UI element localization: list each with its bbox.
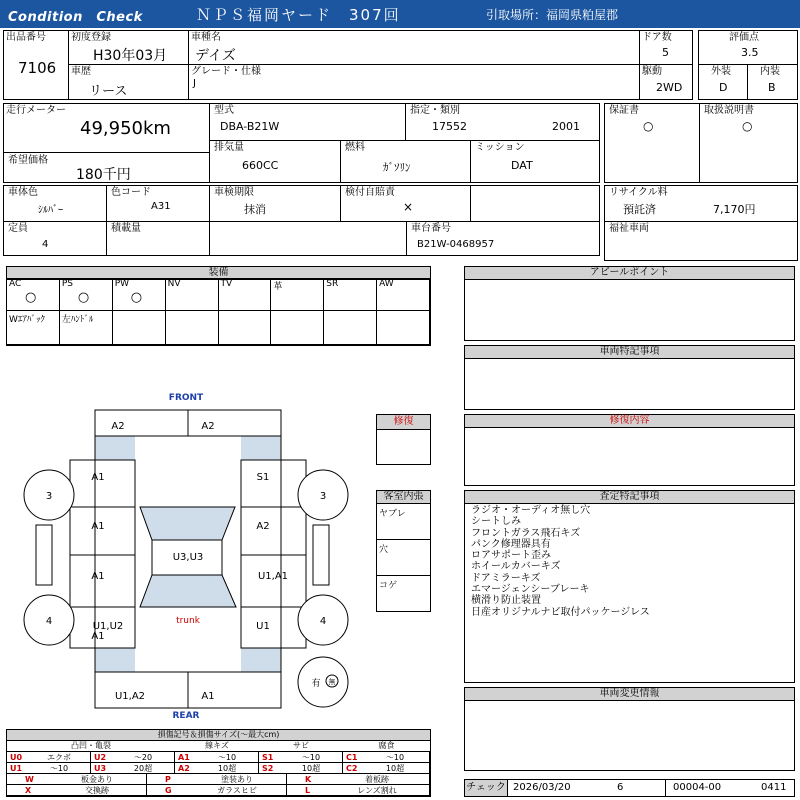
legend-code: U0	[10, 753, 23, 762]
front-label: FRONT	[168, 393, 204, 403]
legend-desc: 塗装あり	[221, 775, 253, 784]
recycle-cell	[604, 185, 798, 222]
legend-cell	[287, 774, 430, 785]
equipment-label: PW	[114, 279, 130, 289]
wheel-fr-value: 3	[319, 491, 327, 502]
designation-label: 指定・類別	[410, 105, 460, 116]
appeal-title: アピールポイント	[465, 267, 794, 280]
mission-label: ミッション	[475, 142, 525, 153]
footer-code2: 0411	[761, 782, 787, 793]
color: ｼﾙﾊﾞｰ	[38, 205, 63, 216]
equipment-label: NV	[167, 279, 181, 289]
equipment-label: Wｴｱﾊﾞｯｸ	[9, 315, 45, 325]
history-cell	[68, 64, 189, 100]
hope-price-cell	[3, 152, 210, 183]
capacity-cell	[3, 221, 107, 256]
insurance-label: 検付自賠責	[345, 187, 395, 198]
left-quarter-line2: A1	[91, 631, 105, 642]
trunk-label: trunk	[176, 616, 200, 626]
damage-legend	[6, 729, 431, 797]
equipment-item	[59, 310, 113, 345]
inspection-note-item: ロアサポート歪み	[471, 550, 551, 562]
wheel-rl-value: 4	[45, 616, 53, 627]
legend-code: C1	[346, 753, 358, 762]
chassis-cell	[406, 221, 600, 256]
legend-code: G	[165, 786, 172, 795]
footer-bar	[464, 779, 795, 797]
header-bar	[0, 0, 800, 28]
equipment-item	[165, 278, 219, 311]
legend-cell	[91, 752, 175, 763]
roof: U3,U3	[172, 552, 204, 563]
legend-code: U2	[94, 753, 107, 762]
legend-title: 損傷記号＆損傷サイズ(～最大cm)	[7, 730, 430, 741]
cabin-title: 客室内張	[377, 491, 430, 504]
legend-desc: 10超	[217, 764, 237, 773]
manual-lower	[699, 140, 798, 183]
color-code-label: 色コード	[111, 187, 151, 198]
equipment-item	[112, 278, 166, 311]
manual-label: 取扱説明書	[704, 105, 754, 116]
equipment-label: 左ﾊﾝﾄﾞﾙ	[61, 315, 94, 325]
color-code-cell	[106, 185, 210, 222]
hope-price-label: 希望価格	[8, 155, 48, 166]
first-reg-label: 初度登録	[71, 32, 111, 43]
welfare-label: 福祉車両	[609, 223, 649, 234]
legend-code: A1	[178, 753, 190, 762]
load-cell	[106, 221, 210, 256]
check-num: 6	[617, 782, 624, 793]
model: DBA-B21W	[220, 120, 280, 133]
grade: J	[193, 78, 196, 89]
equipment-label: TV	[220, 279, 233, 289]
spare-tire-mark: 有	[311, 679, 321, 689]
rear-bumper-right: A1	[201, 691, 215, 702]
cabin-row	[377, 540, 430, 576]
inspection-note-item: フロントガラス飛石キズ	[471, 527, 581, 539]
inspection-note-item: ラジオ・オーディオ無し穴	[471, 505, 591, 516]
spare-tire	[298, 657, 348, 707]
legend-desc: 板金あり	[81, 775, 113, 784]
cabin-box	[376, 490, 431, 612]
right-fender: S1	[256, 472, 270, 483]
equipment-title: 装備	[7, 267, 430, 280]
legend-cell	[343, 752, 430, 763]
legend-cell	[91, 763, 175, 774]
color-label: 車体色	[8, 187, 38, 198]
model-cell	[209, 103, 406, 141]
left-front-door: A1	[91, 521, 105, 532]
inspection-note-item: ドアミラーキズ	[471, 572, 541, 584]
car-name-cell	[188, 30, 640, 65]
designation-cell	[405, 103, 600, 141]
rear-bumper-left: U1,A2	[114, 691, 146, 702]
pickup-location: 引取場所：福岡県粕屋郡	[486, 8, 619, 22]
designation: 17552	[432, 120, 467, 133]
legend-cell	[175, 752, 259, 763]
vehicle-change-title: 車両変更情報	[465, 688, 794, 701]
grade-cell	[188, 64, 640, 100]
inspection-notes-title: 査定特記事項	[465, 491, 794, 504]
inspection-note-item: シートしみ	[471, 516, 521, 528]
legend-desc: 交換跡	[85, 786, 109, 795]
yard-title: ＮＰＳ福岡ヤード 307回	[196, 6, 401, 24]
legend-desc: ～20	[133, 753, 153, 762]
inspection-notes-panel	[464, 490, 795, 683]
vehicle-change-panel	[464, 687, 795, 771]
equipment-item	[6, 278, 60, 311]
inspection-note-item: 横滑り防止装置	[471, 595, 541, 607]
inspection-note-item: ホイールカバーキズ	[471, 561, 561, 573]
exterior-cell	[698, 64, 748, 100]
doors: 5	[662, 46, 669, 59]
displacement-cell	[209, 140, 341, 183]
legend-code: S1	[262, 753, 274, 762]
left-fender: A1	[91, 472, 105, 483]
equipment-item	[218, 278, 272, 311]
equipment-item	[323, 278, 377, 311]
hope-price: 180千円	[76, 167, 131, 183]
wheel-fl-value: 3	[45, 491, 53, 502]
equipment-item	[165, 310, 219, 345]
appeal-panel	[464, 266, 795, 341]
left-rear-door: A1	[91, 571, 105, 582]
insurance-blank	[470, 185, 600, 222]
inspection-note-item: パンク修理器具有	[471, 538, 551, 550]
recycle-label: リサイクル料	[609, 187, 668, 198]
repair-content-title: 修復内容	[465, 415, 794, 428]
equipment-item	[376, 310, 430, 345]
mission-cell	[470, 140, 600, 183]
capacity-label: 定員	[8, 223, 28, 234]
legend-code: K	[305, 775, 312, 784]
equipment-mark: ○	[77, 290, 90, 305]
equipment-mark: ○	[25, 290, 37, 305]
legend-desc: ～10	[49, 764, 69, 773]
right-front-door: A2	[256, 521, 270, 532]
repair-content-panel	[464, 414, 795, 486]
legend-header: 凸凹・亀裂	[71, 741, 111, 750]
legend-desc: エクボ	[47, 753, 71, 762]
mileage-label: 走行メーター	[6, 105, 66, 116]
legend-code: L	[305, 786, 311, 795]
legend-cell	[287, 785, 430, 796]
exterior-label: 外装	[711, 66, 731, 77]
manual-mark: ○	[742, 119, 753, 133]
check-date: 2026/03/20	[513, 782, 571, 793]
insurance-cell	[340, 185, 471, 222]
front-bumper-left: A2	[111, 421, 125, 432]
warranty-mark: ○	[643, 119, 654, 133]
legend-header: 線キズ	[205, 741, 229, 750]
equipment-item	[112, 310, 166, 345]
legend-code: P	[165, 775, 171, 784]
cabin-item-tear: ヤブレ	[379, 509, 406, 519]
right-quarter: U1	[256, 621, 270, 632]
mission: DAT	[511, 159, 533, 172]
score-cell	[698, 30, 798, 65]
fuel: ｶﾞｿﾘﾝ	[383, 161, 411, 174]
footer-code1: 00004-00	[673, 782, 722, 793]
legend-cell	[147, 785, 287, 796]
legend-cell	[7, 763, 91, 774]
legend-cell	[175, 763, 259, 774]
rear-window	[140, 575, 236, 607]
legend-cell	[343, 763, 430, 774]
windshield	[140, 507, 235, 540]
classification: 2001	[552, 120, 580, 133]
score-label: 評価点	[729, 32, 759, 43]
equipment-label: AC	[9, 279, 22, 289]
footer-divider	[665, 780, 666, 796]
equipment-item	[376, 278, 430, 311]
legend-desc: ～10	[385, 753, 405, 762]
vehicle-notes-panel	[464, 345, 795, 410]
equipment-label: PS	[61, 279, 74, 289]
legend-desc: 10超	[385, 764, 405, 773]
cabin-row	[377, 504, 430, 540]
inspection-label: 車検期限	[214, 187, 254, 198]
legend-desc: ～10	[301, 753, 321, 762]
equipment-item	[323, 310, 377, 345]
fuel-label: 燃料	[345, 142, 365, 153]
equipment-label: AW	[379, 279, 394, 289]
doors-label: ドア数	[642, 32, 672, 43]
drive-cell	[639, 64, 693, 100]
legend-code: X	[25, 786, 32, 795]
doors-cell	[639, 30, 693, 65]
car-diagram	[0, 385, 376, 725]
first-reg: H30年03月	[93, 48, 168, 64]
legend-code: U1	[10, 764, 23, 773]
car-name-label: 車種名	[191, 32, 221, 43]
mileage: 49,950km	[80, 118, 171, 139]
cabin-item-hole: 穴	[379, 545, 389, 555]
inspection: 抹消	[244, 203, 266, 216]
cabin-row	[377, 576, 430, 611]
equipment-mark: ○	[130, 290, 143, 305]
right-rear-door: U1,A1	[257, 571, 289, 582]
lot-no-label: 出品番号	[6, 32, 46, 43]
spare-tire-none: 無	[328, 678, 336, 686]
legend-cell	[259, 763, 343, 774]
legend-code: W	[25, 775, 34, 784]
chassis-label: 車台番号	[411, 223, 451, 234]
legend-cell	[147, 774, 287, 785]
model-label: 型式	[214, 105, 234, 116]
interior-cell	[747, 64, 798, 100]
displacement: 660CC	[242, 159, 279, 172]
interior: B	[768, 81, 776, 94]
warranty-label: 保証書	[609, 105, 639, 116]
legend-code: S2	[262, 764, 274, 773]
inspection-notes-list	[471, 505, 650, 618]
color-cell	[3, 185, 107, 222]
repair-box	[376, 414, 431, 465]
equipment-item	[270, 278, 324, 311]
chassis-number: B21W-0468957	[417, 239, 495, 250]
legend-desc: ガラスヒビ	[217, 786, 257, 795]
inspection-cell	[209, 185, 341, 222]
lot-no: 7106	[18, 59, 57, 77]
equipment-item	[59, 278, 113, 311]
legend-code: A2	[178, 764, 190, 773]
drive-label: 駆動	[642, 66, 662, 77]
recycle-status: 預託済	[623, 203, 656, 216]
equipment-item	[270, 310, 324, 345]
interior-label: 内装	[760, 66, 780, 77]
history: リース	[89, 84, 128, 99]
inspection-note-item: 日産オリジナルナビ取付パッケージレス	[471, 606, 650, 618]
legend-desc: 20超	[133, 764, 153, 773]
cabin-item-burn: コゲ	[379, 581, 398, 591]
equipment-item	[218, 310, 272, 345]
first-reg-cell	[68, 30, 189, 65]
fuel-cell	[340, 140, 471, 183]
insurance: ×	[403, 200, 414, 214]
lot-no-cell	[3, 30, 69, 100]
inspection-note-item: エマージェンシーブレーキ	[471, 584, 590, 596]
color-code: A31	[151, 201, 171, 212]
legend-desc: 着板跡	[365, 775, 389, 784]
legend-cell	[7, 785, 147, 796]
drive: 2WD	[656, 81, 683, 94]
warranty-lower	[604, 140, 700, 183]
legend-code: U3	[94, 764, 107, 773]
car-name: デイズ	[195, 48, 236, 64]
history-label: 車歴	[71, 66, 91, 77]
legend-desc: 10超	[301, 764, 321, 773]
front-bumper-right: A2	[201, 421, 215, 432]
displacement-label: 排気量	[214, 142, 244, 153]
legend-cell	[7, 752, 91, 763]
mileage-cell	[3, 103, 210, 153]
rear-label: REAR	[172, 711, 200, 721]
left-quarter: U1,U2	[92, 621, 124, 632]
legend-cell	[7, 774, 147, 785]
condition-check-title: Condition Check	[8, 10, 143, 25]
check-label: チェック	[465, 780, 508, 796]
chassis-blank	[209, 221, 407, 256]
equipment-item	[6, 310, 60, 345]
load-label: 積載量	[111, 223, 141, 234]
vehicle-notes-title: 車両特記事項	[465, 346, 794, 359]
score: 3.5	[741, 46, 759, 59]
grade-label: グレード・仕様	[191, 66, 261, 77]
legend-header: サビ	[293, 741, 309, 750]
recycle-amount: 7,170円	[713, 203, 756, 216]
legend-desc: レンズ割れ	[357, 786, 397, 795]
equipment-label: SR	[326, 279, 339, 289]
legend-header: 腐食	[378, 741, 395, 750]
exterior: D	[719, 81, 728, 94]
capacity: 4	[42, 239, 49, 250]
legend-cell	[259, 752, 343, 763]
equipment-label: 革	[273, 282, 283, 292]
legend-desc: ～10	[217, 753, 237, 762]
legend-header-row	[7, 741, 430, 752]
repair-title: 修復	[377, 415, 430, 430]
wheel-rr-value: 4	[319, 616, 327, 627]
legend-code: C2	[346, 764, 358, 773]
welfare-cell	[604, 221, 798, 261]
